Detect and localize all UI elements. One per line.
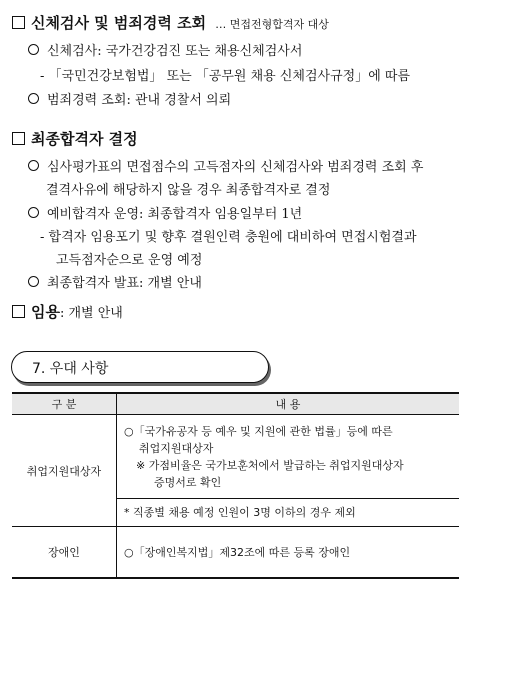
note-text: * 직종별 채용 예정 인원이 3명 이하의 경우 제외: [124, 506, 356, 519]
list-item-text: 예비합격자 운영: 최종합격자 임용일부터 1년: [47, 207, 303, 222]
header-category: 구 분: [12, 393, 117, 415]
list-item: [28, 272, 202, 291]
list-item-text: 최종합격자 발표: 개별 안내: [47, 276, 202, 291]
content-line: ○「장애인복지법」제32조에 따른 등록 장애인: [124, 545, 351, 559]
checkbox-square-icon: [12, 16, 25, 29]
preference-section-tag: [11, 351, 269, 383]
row-note: [117, 499, 460, 527]
list-item-text: 범죄경력 조회: 관내 경찰서 의뢰: [47, 93, 232, 108]
list-item-text: 신체검사: 국가건강검진 또는 채용신체검사서: [47, 44, 303, 59]
section-title: 최종합격자 결정: [31, 130, 138, 148]
checkbox-square-icon: [12, 305, 25, 318]
section-title: 신체검사 및 범죄경력 조회: [31, 14, 207, 32]
content-line: 증명서로 확인: [154, 476, 222, 489]
circle-bullet-icon: [28, 44, 39, 55]
section-heading-final-decision: [12, 128, 138, 149]
row-content: [117, 415, 460, 499]
list-item: [28, 156, 423, 175]
table-row: [12, 415, 459, 499]
list-item: [28, 40, 302, 59]
row-content: [117, 527, 460, 579]
circle-bullet-icon: [28, 207, 39, 218]
section-text: : 개별 안내: [59, 306, 123, 321]
sub-list-item-continuation: 고득점자순으로 운영 예정: [56, 253, 203, 268]
header-content: 내 용: [117, 393, 460, 415]
content-line: ※ 가점비율은 국가보훈처에서 발급하는 취업지원대상자: [136, 459, 404, 472]
section-note: … 면접전형합격자 대상: [215, 18, 329, 31]
preference-heading: 7. 우대 사항: [32, 361, 109, 377]
section-heading-appointment: [12, 301, 123, 322]
sub-list-item: - 합격자 임용포기 및 향후 결원인력 충원에 대비하여 면접시험결과: [40, 230, 417, 245]
list-item: [28, 203, 302, 222]
circle-bullet-icon: [28, 93, 39, 104]
row-category: 장애인: [12, 527, 117, 579]
section-title: 임용: [31, 303, 60, 321]
table-row: [12, 527, 459, 579]
preference-table: [12, 392, 459, 579]
section-heading-physical-exam: [12, 12, 329, 33]
row-category: 취업지원대상자: [12, 415, 117, 527]
content-line: 취업지원대상자: [139, 442, 214, 455]
sub-list-item: - 「국민건강보험법」 또는 「공무원 채용 신체검사규정」에 따름: [40, 69, 411, 84]
circle-bullet-icon: [28, 276, 39, 287]
table-header-row: [12, 393, 459, 415]
circle-bullet-icon: [28, 160, 39, 171]
checkbox-square-icon: [12, 132, 25, 145]
content-line: ○「국가유공자 등 예우 및 지원에 관한 법률」등에 따른: [124, 425, 393, 438]
list-item-text: 심사평가표의 면접점수의 고득점자의 신체검사와 범죄경력 조회 후: [47, 160, 424, 175]
list-item: [28, 89, 231, 108]
list-item-continuation: 결격사유에 해당하지 않을 경우 최종합격자로 결정: [46, 183, 331, 198]
